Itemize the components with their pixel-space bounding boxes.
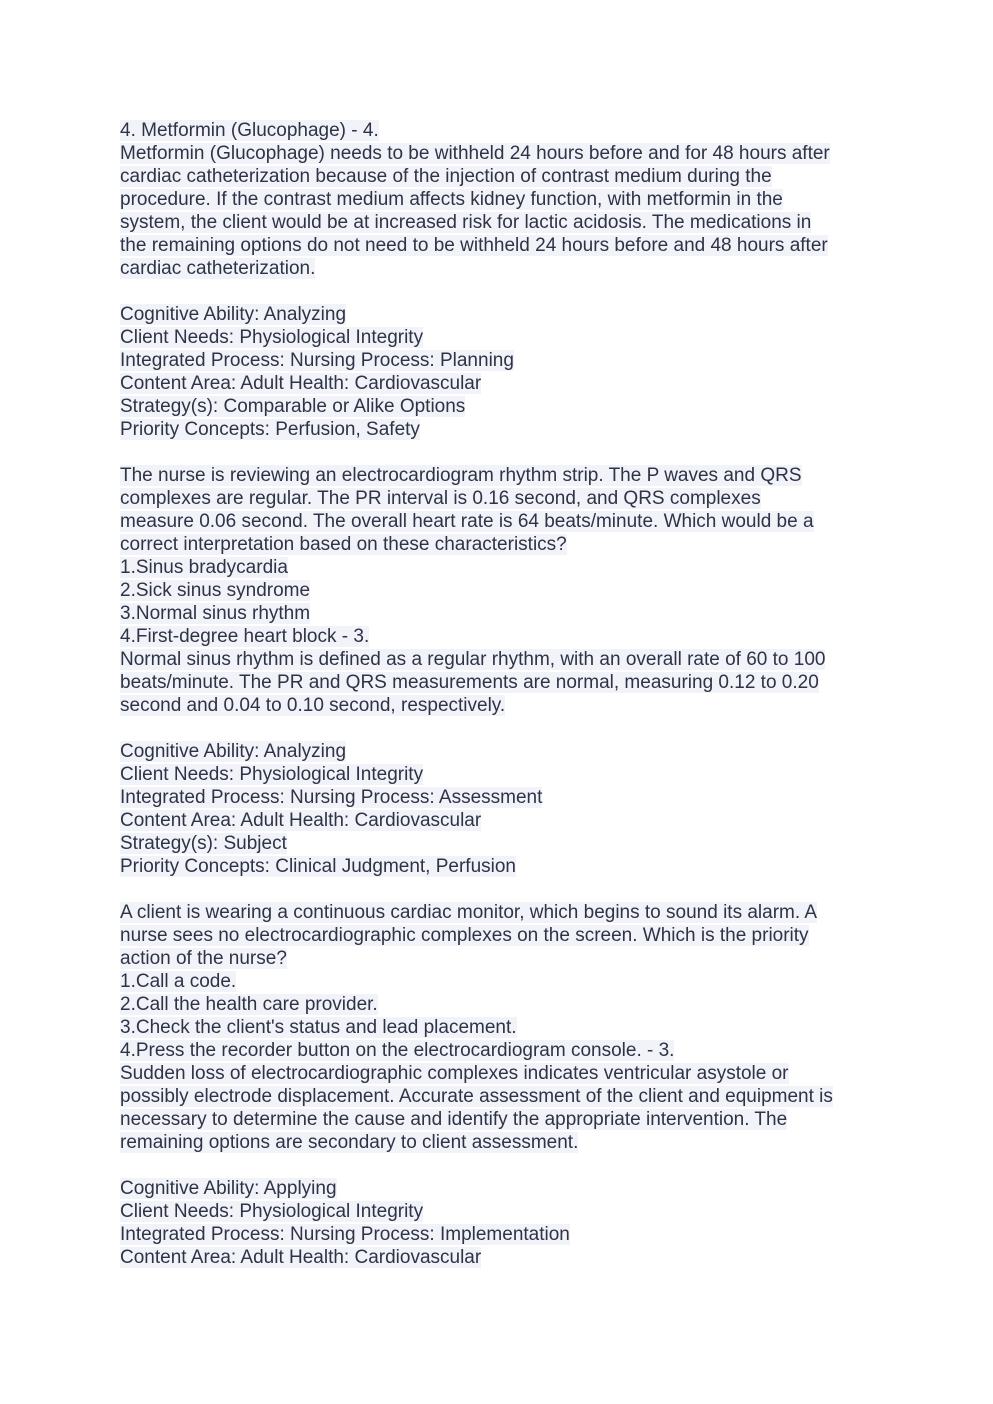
text-line: 2.Sick sinus syndrome <box>120 580 311 601</box>
text-line: Integrated Process: Nursing Process: Planning <box>120 350 514 371</box>
text-line: nurse sees no electrocardiographic complexes on the screen. Which is the priority <box>120 925 809 946</box>
question-block-ecg <box>120 464 900 717</box>
text-line: Content Area: Adult Health: Cardiovascular <box>120 373 482 394</box>
question-block-monitor <box>120 901 900 1154</box>
text-line: remaining options are secondary to client assessment. <box>120 1132 579 1153</box>
text-line: possibly electrode displacement. Accurate assessment of the client and equipment is <box>120 1086 833 1107</box>
text-line: A client is wearing a continuous cardiac monitor, which begins to sound its alarm. A <box>120 902 818 923</box>
text-line: Client Needs: Physiological Integrity <box>120 764 424 785</box>
text-line: cardiac catheterization. <box>120 258 316 279</box>
text-line: system, the client would be at increased risk for lactic acidosis. The medications in <box>120 212 812 233</box>
text-line: 4.Press the recorder button on the electrocardiogram console. - 3. <box>120 1040 675 1061</box>
text-line: Normal sinus rhythm is defined as a regular rhythm, with an overall rate of 60 to 100 <box>120 649 826 670</box>
text-line: 1.Call a code. <box>120 971 237 992</box>
paragraph-gap <box>120 441 900 464</box>
metadata-block-2 <box>120 740 900 878</box>
paragraph-gap <box>120 717 900 740</box>
text-line: 3.Check the client's status and lead placement. <box>120 1017 517 1038</box>
text-line: 3.Normal sinus rhythm <box>120 603 311 624</box>
text-line: beats/minute. The PR and QRS measurements are normal, measuring 0.12 to 0.20 <box>120 672 819 693</box>
text-line: complexes are regular. The PR interval is 0.16 second, and QRS complexes <box>120 488 761 509</box>
text-line: Client Needs: Physiological Integrity <box>120 1201 424 1222</box>
text-line: Priority Concepts: Clinical Judgment, Perfusion <box>120 856 517 877</box>
text-line: necessary to determine the cause and identify the appropriate intervention. The <box>120 1109 788 1130</box>
text-line: Priority Concepts: Perfusion, Safety <box>120 419 420 440</box>
text-line: Sudden loss of electrocardiographic complexes indicates ventricular asystole or <box>120 1063 789 1084</box>
text-line: Strategy(s): Subject <box>120 833 287 854</box>
paragraph-gap <box>120 878 900 901</box>
text-line: 1.Sinus bradycardia <box>120 557 288 578</box>
text-line: 2.Call the health care provider. <box>120 994 378 1015</box>
text-line: Content Area: Adult Health: Cardiovascular <box>120 810 482 831</box>
text-line: procedure. If the contrast medium affects kidney function, with metformin in the <box>120 189 783 210</box>
text-line: measure 0.06 second. The overall heart rate is 64 beats/minute. Which would be a <box>120 511 814 532</box>
document-page <box>120 119 900 1269</box>
text-line: Cognitive Ability: Analyzing <box>120 741 347 762</box>
text-line: action of the nurse? <box>120 948 287 969</box>
text-line: Strategy(s): Comparable or Alike Options <box>120 396 466 417</box>
paragraph-gap <box>120 1154 900 1177</box>
text-line: 4. Metformin (Glucophage) - 4. <box>120 120 379 141</box>
text-line: Integrated Process: Nursing Process: Implementation <box>120 1224 570 1245</box>
text-line: 4.First-degree heart block - 3. <box>120 626 370 647</box>
metadata-block-1 <box>120 303 900 441</box>
text-line: cardiac catheterization because of the injection of contrast medium during the <box>120 166 772 187</box>
text-line: Content Area: Adult Health: Cardiovascular <box>120 1247 482 1268</box>
text-line: Metformin (Glucophage) needs to be withheld 24 hours before and for 48 hours after <box>120 143 830 164</box>
text-line: second and 0.04 to 0.10 second, respectively. <box>120 695 506 716</box>
text-line: Integrated Process: Nursing Process: Assessment <box>120 787 543 808</box>
text-line: the remaining options do not need to be withheld 24 hours before and 48 hours after <box>120 235 828 256</box>
text-line: Cognitive Ability: Applying <box>120 1178 337 1199</box>
text-line: Client Needs: Physiological Integrity <box>120 327 424 348</box>
answer-block-metformin <box>120 119 900 280</box>
text-line: Cognitive Ability: Analyzing <box>120 304 347 325</box>
metadata-block-3 <box>120 1177 900 1269</box>
text-line: correct interpretation based on these characteristics? <box>120 534 567 555</box>
text-line: The nurse is reviewing an electrocardiogram rhythm strip. The P waves and QRS <box>120 465 802 486</box>
paragraph-gap <box>120 280 900 303</box>
